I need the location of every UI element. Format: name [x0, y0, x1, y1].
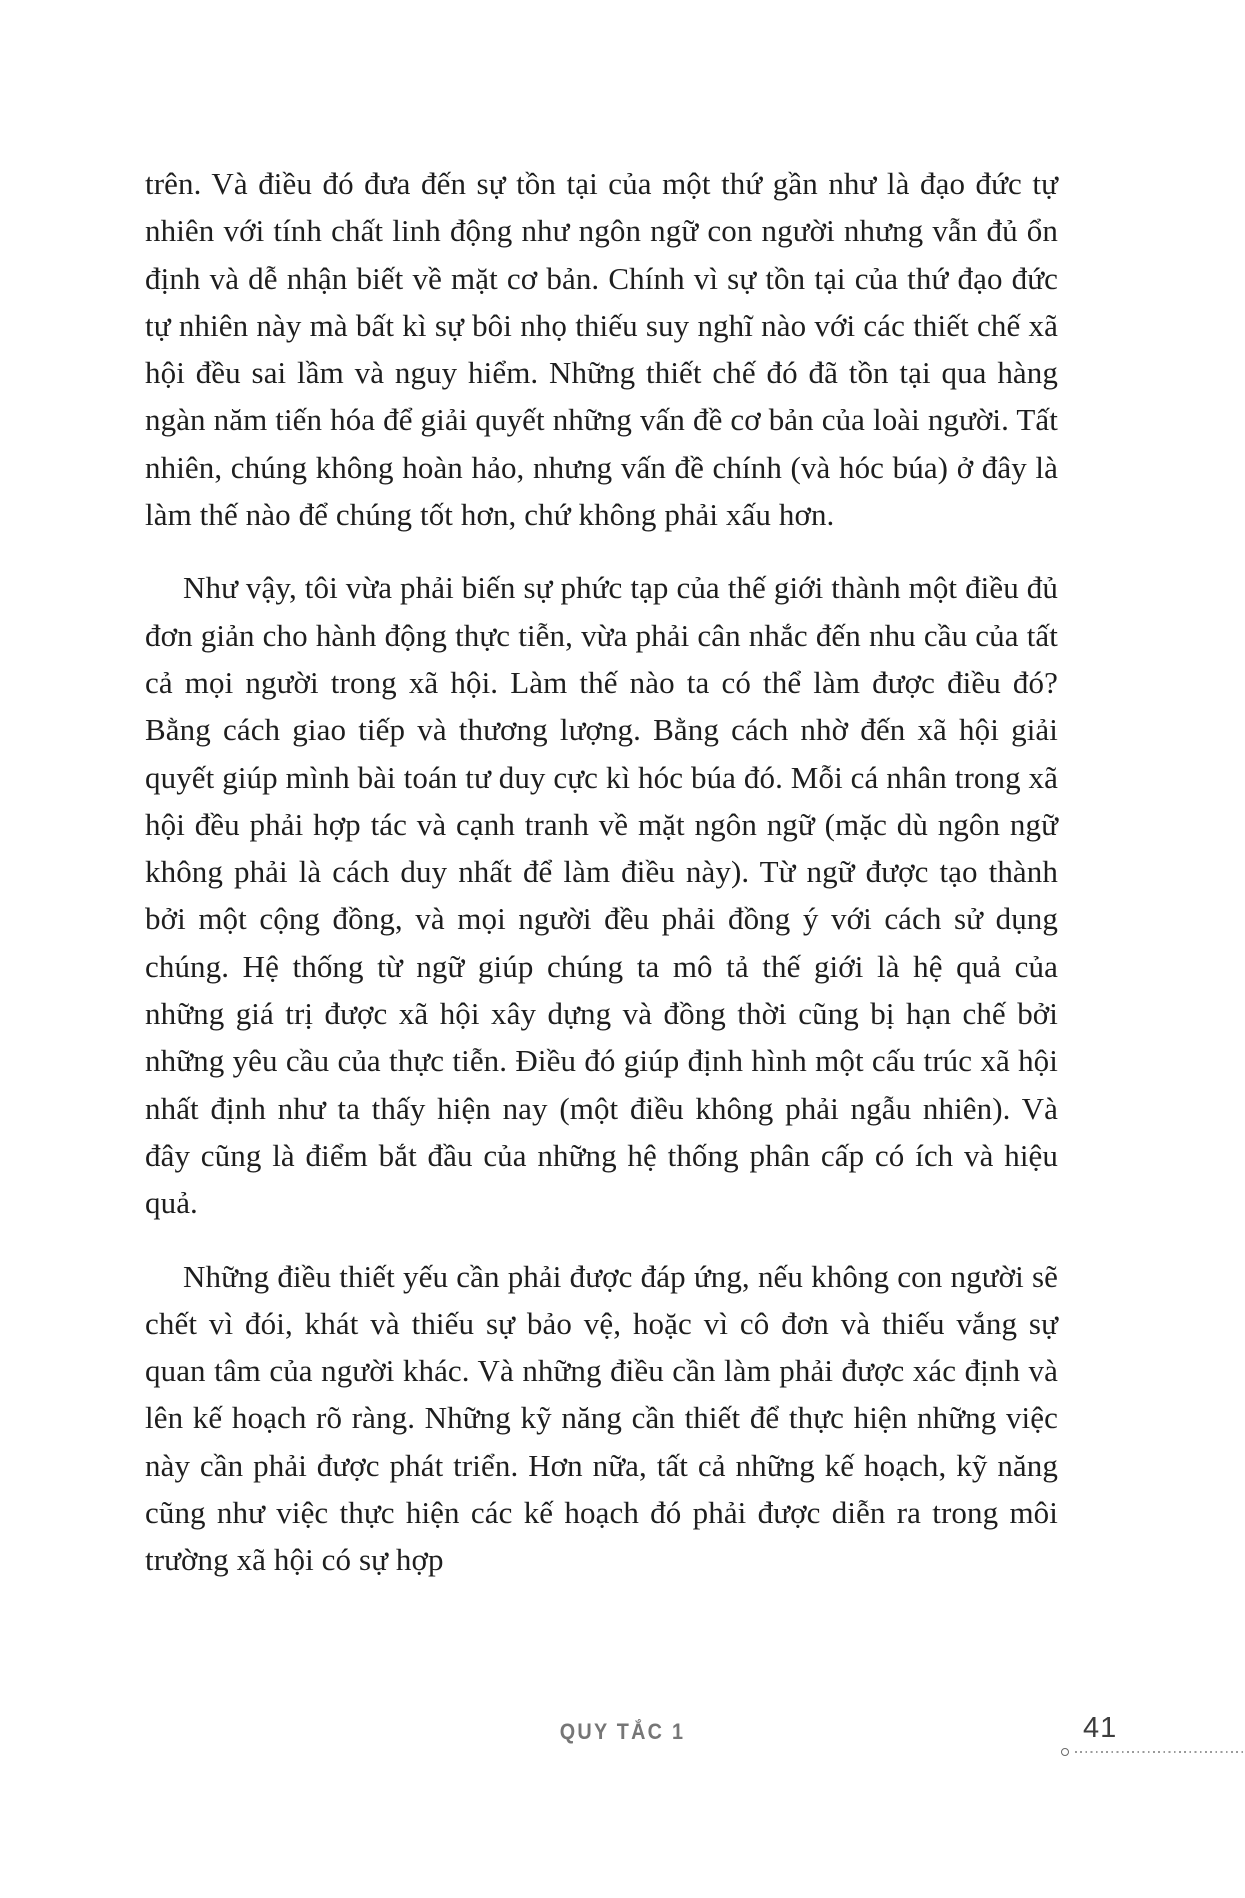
- folio-dotted-rule: [1075, 1751, 1245, 1753]
- page-body-text: [145, 160, 1058, 1584]
- folio-ornament: [1061, 1746, 1245, 1756]
- running-head-chapter-label: QUY TẮC 1: [559, 1719, 686, 1744]
- folio-circle-icon: [1061, 1748, 1069, 1756]
- paragraph: Như vậy, tôi vừa phải biến sự phức tạp của thế giới thành một điều đủ đơn giản cho hành động thực tiễn, vừa phải cân nhắc đến nhu cầu của tất cả mọi người trong xã hội. Làm thế nào ta có thể làm được điều đó? Bằng cách giao tiếp và thương lượng. Bằng cách nhờ đến xã hội giải quyết giúp mình bài toán tư duy cực kì hóc búa đó. Mỗi cá nhân trong xã hội đều phải hợp tác và cạnh tranh về mặt ngôn ngữ (mặc dù ngôn ngữ không phải là cách duy nhất để làm điều này). Từ ngữ được tạo thành bởi một cộng đồng, và mọi người đều phải đồng ý với cách sử dụng chúng. Hệ thống từ ngữ giúp chúng ta mô tả thế giới là hệ quả của những giá trị được xã hội xây dựng và đồng thời cũng bị hạn chế bởi những yêu cầu của thực tiễn. Điều đó giúp định hình một cấu trúc xã hội nhất định như ta thấy hiện nay (một điều không phải ngẫu nhiên). Và đây cũng là điểm bắt đầu của những hệ thống phân cấp có ích và hiệu quả.: [145, 570, 1058, 1221]
- paragraph: Những điều thiết yếu cần phải được đáp ứng, nếu không con người sẽ chết vì đói, khát và thiếu sự bảo vệ, hoặc vì cô đơn và thiếu vắng sự quan tâm của người khác. Và những điều cần làm phải được xác định và lên kế hoạch rõ ràng. Những kỹ năng cần thiết để thực hiện những việc này cần phải được phát triển. Hơn nữa, tất cả những kế hoạch, kỹ năng cũng như việc thực hiện các kế hoạch đó phải được diễn ra trong môi trường xã hội có sự hợp: [145, 1258, 1058, 1578]
- page-number: 41: [1083, 1712, 1118, 1744]
- paragraph: trên. Và điều đó đưa đến sự tồn tại của một thứ gần như là đạo đức tự nhiên với tính chất linh động như ngôn ngữ con người nhưng vẫn đủ ổn định và dễ nhận biết về mặt cơ bản. Chính vì sự tồn tại của thứ đạo đức tự nhiên này mà bất kì sự bôi nhọ thiếu suy nghĩ nào với các thiết chế xã hội đều sai lầm và nguy hiểm. Những thiết chế đó đã tồn tại qua hàng ngàn năm tiến hóa để giải quyết những vấn đề cơ bản của loài người. Tất nhiên, chúng không hoàn hảo, nhưng vấn đề chính (và hóc búa) ở đây là làm thế nào để chúng tốt hơn, chứ không phải xấu hơn.: [145, 166, 1058, 533]
